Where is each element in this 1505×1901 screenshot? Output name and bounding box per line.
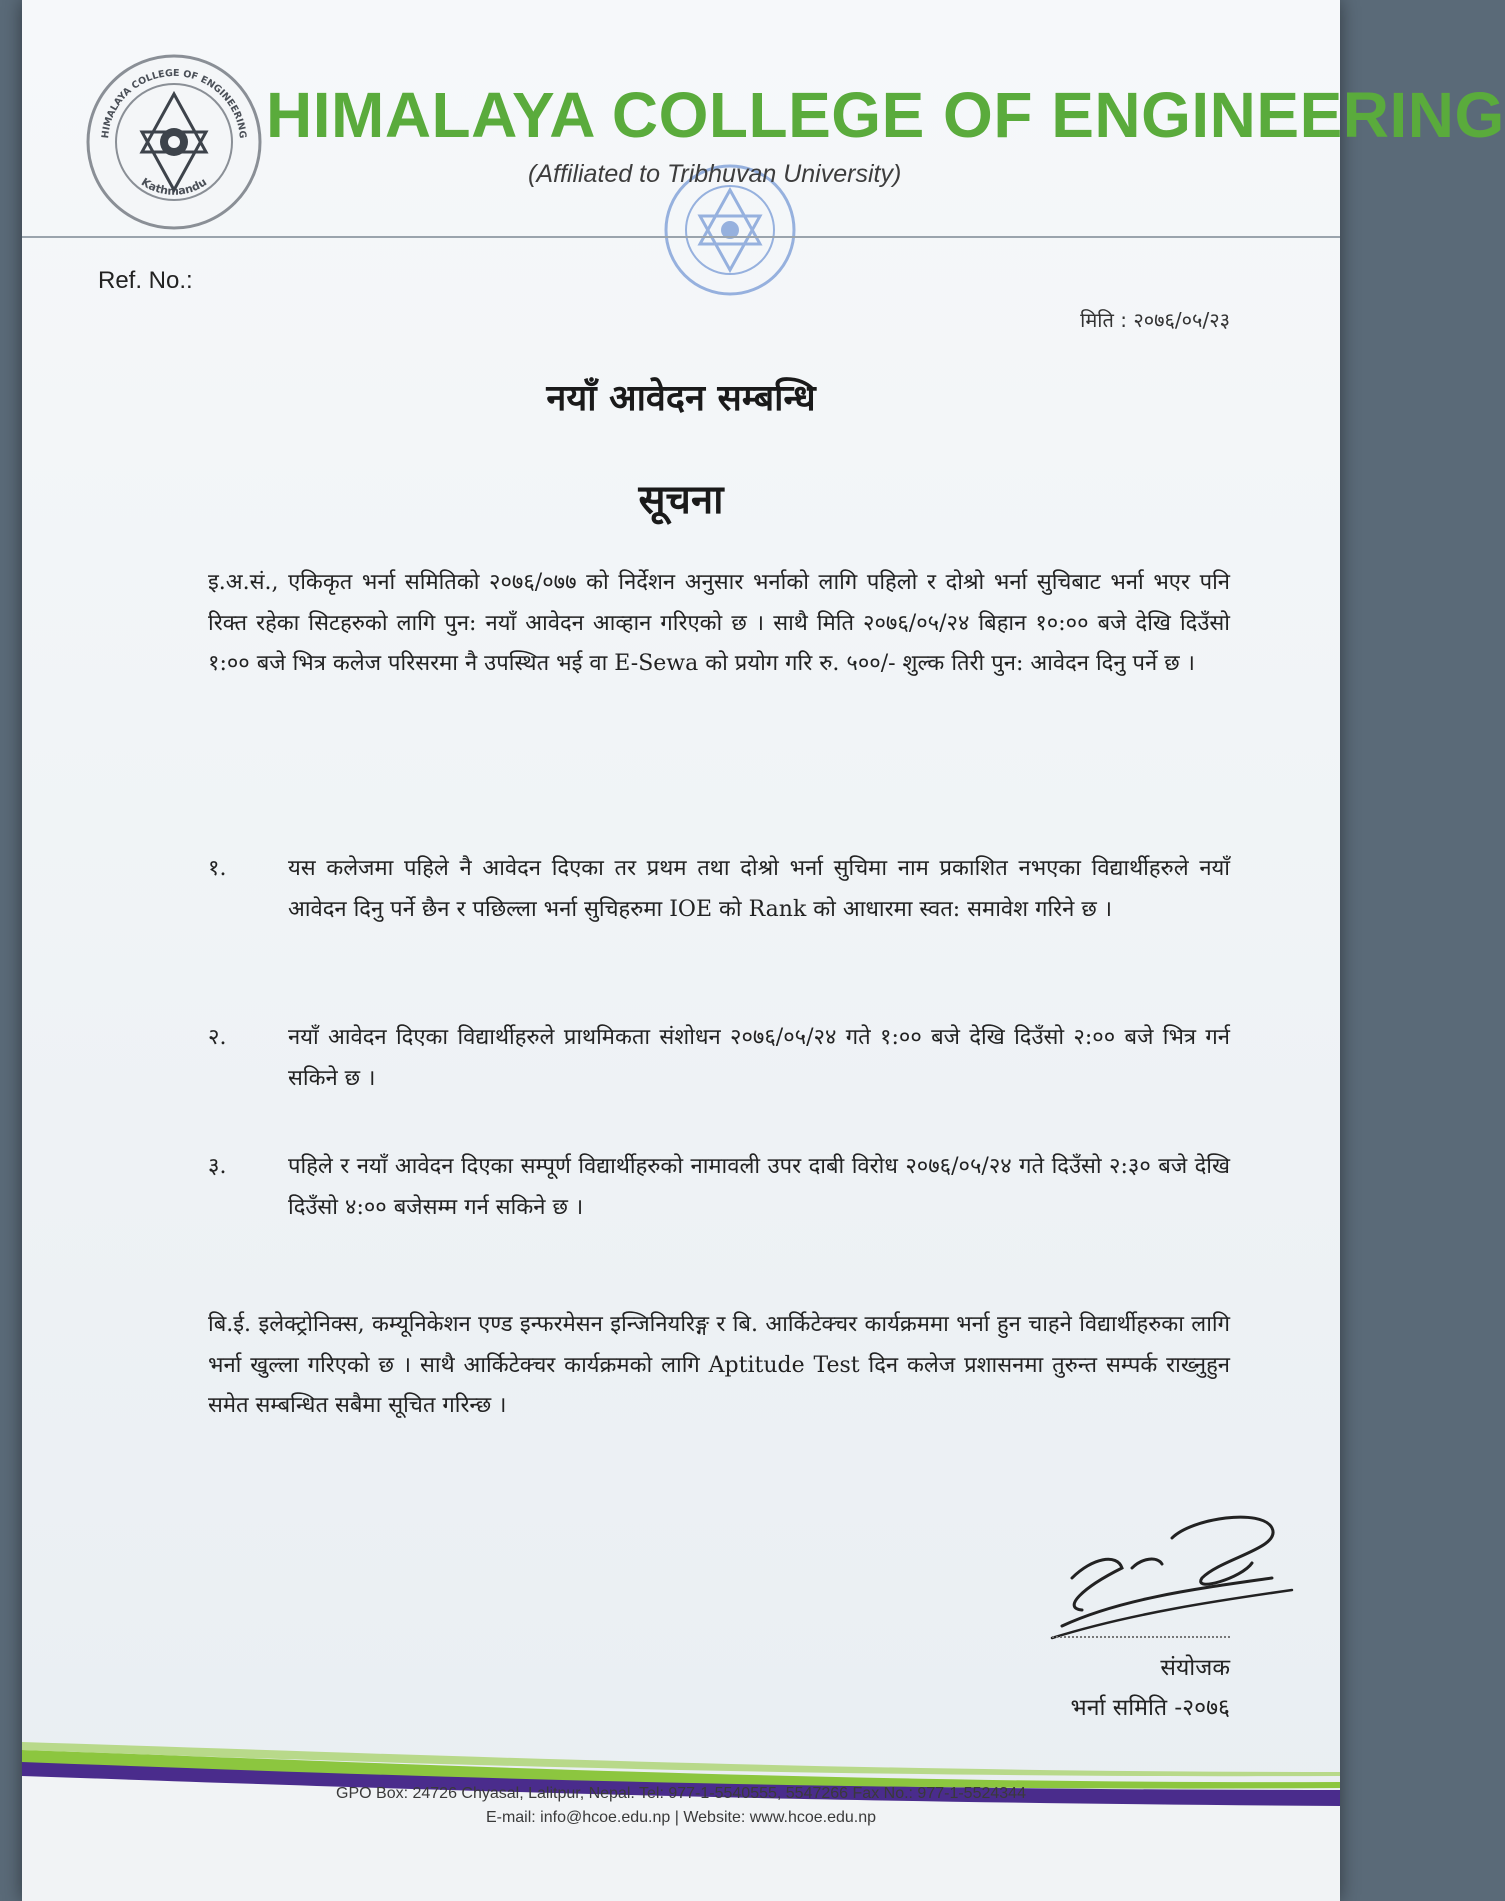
- list-item: [208, 848, 1230, 978]
- list-item-text: यस कलेजमा पहिले नै आवेदन दिएका तर प्रथम तथा दोश्रो भर्ना सुचिमा नाम प्रकाशित नभएका विद्यार्थीहरुले नयाँ आवेदन दिनु पर्ने छैन र पछिल्ला भर्ना सुचिहरुमा IOE को Rank को आधारमा स्वत: समावेश गरिने छ ।: [288, 856, 1230, 922]
- footer-address: GPO Box: 24726 Chyasal, Lalitpur, Nepal. Tel: 977-1-5540555, 5547266 Fax No.: 977-1-5524344: [336, 1785, 1026, 1802]
- signatory-block: [872, 1648, 1230, 1728]
- college-logo-icon: [84, 52, 264, 232]
- list-item: [208, 1146, 1230, 1276]
- footer-email-website: E-mail: info@hcoe.edu.np | Website: www.hcoe.edu.np: [485, 1809, 877, 1826]
- svg-text:HIMALAYA COLLEGE OF ENGINEERIN: HIMALAYA COLLEGE OF ENGINEERING: [100, 67, 248, 139]
- ref-no-label: Ref. No.:: [98, 267, 193, 294]
- affiliation-text: (Affiliated to Tribhuvan University): [528, 160, 902, 188]
- signature-line: [1052, 1636, 1230, 1640]
- closing-paragraph: बि.ई. इलेक्ट्रोनिक्स, कम्यूनिकेशन एण्ड इन्फरमेसन इन्जिनियरिङ्ग र बि. आर्किटेक्चर कार्यक्रममा भर्ना हुन चाहने विद्यार्थीहरुका लागि भर्ना खुल्ला गरिएको छ । साथै आर्किटेक्चर कार्यक्रमको लागि Aptitude Test दिन कलेज प्रशासनमा तुरुन्त सम्पर्क राख्नुहुन समेत सम्बन्धित सबैमा सूचित गरिन्छ ।: [208, 1312, 1230, 1418]
- list-item-number: १.: [208, 856, 227, 881]
- signatory-committee: भर्ना समिति -२०७६: [1070, 1695, 1230, 1721]
- list-item-number: ३.: [208, 1154, 227, 1179]
- notice-title: सूचना: [638, 476, 724, 523]
- intro-paragraph: इ.अ.सं., एकिकृत भर्ना समितिको २०७६/०७७ को निर्देशन अनुसार भर्नाको लागि पहिलो र दोश्रो भर्ना सुचिबाट भर्ना भएर पनि रिक्त रहेका सिटहरुको लागि पुन: नयाँ आवेदन आव्हान गरिएको छ । साथै मिति २०७६/०५/२४ बिहान १०:०० बजे देखि दिउँसो १:०० बजे भित्र कलेज परिसरमा नै उपस्थित भई वा E-Sewa को प्रयोग गरि रु. ५००/- शुल्क तिरी पुन: आवेदन दिनु पर्ने छ ।: [208, 570, 1230, 676]
- notice-date: मिति : २०७६/०५/२३: [1080, 308, 1230, 332]
- list-item-number: २.: [208, 1025, 227, 1050]
- notice-subject: नयाँ आवेदन सम्बन्धि: [546, 377, 816, 419]
- list-item-text: नयाँ आवेदन दिएका विद्यार्थीहरुले प्राथमिकता संशोधन २०७६/०५/२४ गते १:०० बजे देखि दिउँसो २:०० बजे भित्र गर्न सकिने छ ।: [288, 1025, 1230, 1091]
- list-item: [208, 1017, 1230, 1107]
- signatory-title: संयोजक: [1160, 1655, 1230, 1681]
- svg-text:Kathmandu: Kathmandu: [138, 175, 210, 198]
- signature: [1022, 1498, 1322, 1658]
- header-divider: [22, 236, 1340, 238]
- footer-contact: [22, 1782, 1340, 1830]
- college-name: HIMALAYA COLLEGE OF ENGINEERING: [266, 79, 1505, 151]
- letter-sheet: [22, 0, 1505, 1901]
- list-item-text: पहिले र नयाँ आवेदन दिएका सम्पूर्ण विद्यार्थीहरुको नामावली उपर दाबी विरोध २०७६/०५/२४ गते दिउँसो २:३० बजे देखि दिउँसो ४:०० बजेसम्म गर्न सकिने छ ।: [288, 1154, 1230, 1220]
